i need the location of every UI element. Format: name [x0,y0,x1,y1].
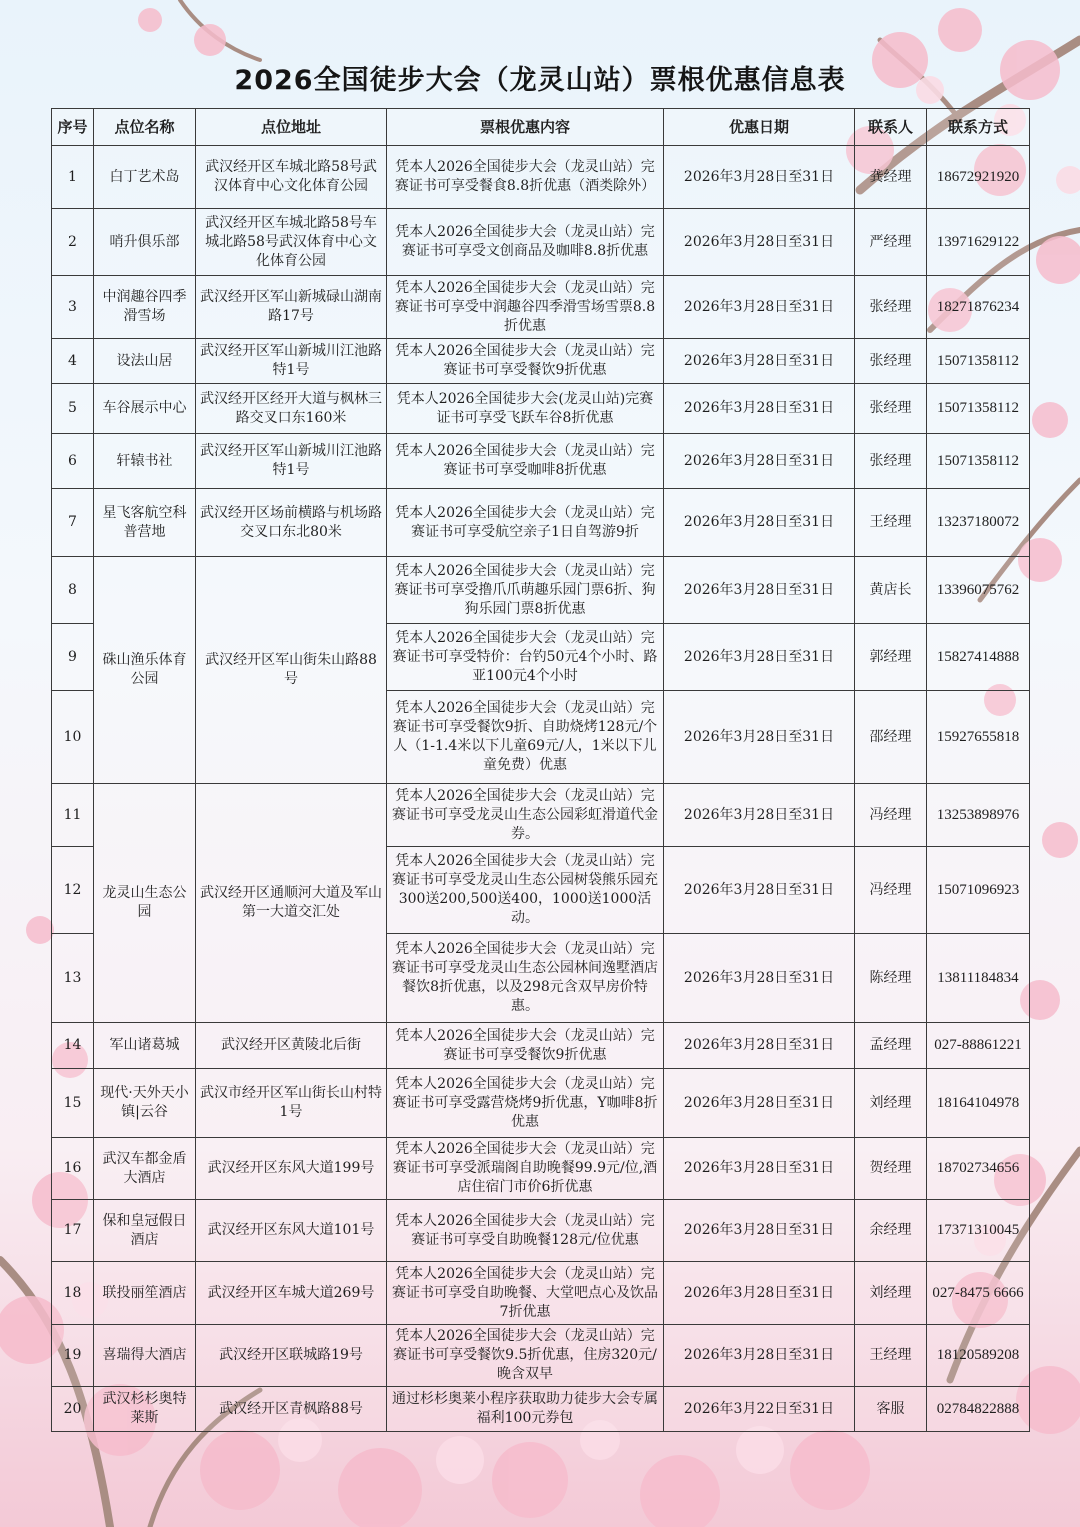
row-contact: 孟经理 [855,1023,927,1069]
row-address: 武汉经开区黄陵北后街 [196,1023,387,1069]
row-date: 2026年3月28日至31日 [664,1325,855,1387]
row-name: 星飞客航空科普营地 [94,489,196,557]
header-phone: 联系方式 [927,109,1030,146]
table-row [52,339,1030,384]
row-phone: 13396075762 [927,557,1030,624]
table-header-row [52,109,1030,146]
row-contact: 黄店长 [855,557,927,624]
header-contact: 联系人 [855,109,927,146]
row-name: 联投丽笙酒店 [94,1262,196,1325]
row-content: 凭本人2026全国徒步大会（龙灵山站）完赛证书可享受撸爪爪萌趣乐园门票6折、狗狗乐园门票8折优惠 [387,557,664,624]
row-contact: 王经理 [855,489,927,557]
table-row [52,1325,1030,1387]
row-content: 凭本人2026全国徒步大会（龙灵山站）完赛证书可享受露营烧烤9折优惠，Y咖啡8折优惠 [387,1069,664,1138]
row-date: 2026年3月22日至31日 [664,1387,855,1432]
row-date: 2026年3月28日至31日 [664,1262,855,1325]
row-date: 2026年3月28日至31日 [664,1069,855,1138]
row-content: 凭本人2026全国徒步大会（龙灵山站）完赛证书可享受餐食8.8折优惠（酒类除外） [387,146,664,209]
row-date: 2026年3月28日至31日 [664,489,855,557]
row-content: 凭本人2026全国徒步大会（龙灵山站）完赛证书可享受餐饮9折优惠 [387,1023,664,1069]
table-row [52,1387,1030,1432]
row-phone: 027-88861221 [927,1023,1030,1069]
row-content: 凭本人2026全国徒步大会（龙灵山站）完赛证书可享受餐饮9折、自助烧烤128元/个人（1-1.4米以下儿童69元/人，1米以下儿童免费）优惠 [387,691,664,784]
table-row [52,489,1030,557]
row-no: 17 [52,1200,94,1262]
header-address: 点位地址 [196,109,387,146]
table-row [52,276,1030,339]
row-content: 凭本人2026全国徒步大会（龙灵山站）完赛证书可享受派瑞阁自助晚餐99.9元/位,酒店住宿门市价6折优惠 [387,1138,664,1200]
table-row [52,1069,1030,1138]
row-content: 凭本人2026全国徒步大会（龙灵山站）完赛证书可享受自助晚餐128元/位优惠 [387,1200,664,1262]
row-date: 2026年3月28日至31日 [664,209,855,276]
row-date: 2026年3月28日至31日 [664,624,855,691]
row-phone: 13811184834 [927,934,1030,1023]
table-row [52,1262,1030,1325]
row-content: 凭本人2026全国徒步大会（龙灵山站）完赛证书可享受自助晚餐、大堂吧点心及饮品7折优惠 [387,1262,664,1325]
row-address: 武汉经开区东风大道199号 [196,1138,387,1200]
row-phone: 13237180072 [927,489,1030,557]
row-date: 2026年3月28日至31日 [664,784,855,847]
row-name: 设法山居 [94,339,196,384]
row-address: 武汉经开区车城北路58号武汉体育中心文化体育公园 [196,146,387,209]
row-no: 9 [52,624,94,691]
row-phone: 15827414888 [927,624,1030,691]
table-row [52,1200,1030,1262]
row-contact: 客服 [855,1387,927,1432]
row-name: 现代·天外天小镇|云谷 [94,1069,196,1138]
row-contact: 贺经理 [855,1138,927,1200]
row-name: 军山诸葛城 [94,1023,196,1069]
row-contact: 张经理 [855,384,927,434]
header-content: 票根优惠内容 [387,109,664,146]
row-no: 12 [52,847,94,934]
row-date: 2026年3月28日至31日 [664,146,855,209]
row-name: 武汉车都金盾大酒店 [94,1138,196,1200]
row-no: 20 [52,1387,94,1432]
row-no: 1 [52,146,94,209]
row-contact: 张经理 [855,339,927,384]
row-no: 5 [52,384,94,434]
row-address: 武汉经开区军山新城川江池路特1号 [196,434,387,489]
row-no: 6 [52,434,94,489]
row-address: 武汉经开区车城北路58号车城北路58号武汉体育中心文化体育公园 [196,209,387,276]
row-content: 凭本人2026全国徒步大会（龙灵山站）完赛证书可享受龙灵山生态公园彩虹滑道代金券。 [387,784,664,847]
row-address: 武汉经开区经开大道与枫林三路交叉口东160米 [196,384,387,434]
row-no: 15 [52,1069,94,1138]
row-content: 凭本人2026全国徒步大会（龙灵山站）完赛证书可享受餐饮9.5折优惠，住房320元/晚含双早 [387,1325,664,1387]
row-name: 车谷展示中心 [94,384,196,434]
row-phone: 13971629122 [927,209,1030,276]
table-row [52,1023,1030,1069]
row-contact: 冯经理 [855,784,927,847]
row-address: 武汉经开区东风大道101号 [196,1200,387,1262]
table-row [52,434,1030,489]
table-row [52,557,1030,624]
row-address: 武汉经开区通顺河大道及军山第一大道交汇处 [196,784,387,1023]
row-contact: 张经理 [855,276,927,339]
row-phone: 18271876234 [927,276,1030,339]
row-phone: 15071358112 [927,339,1030,384]
row-date: 2026年3月28日至31日 [664,1023,855,1069]
discount-table [51,108,1030,1432]
row-date: 2026年3月28日至31日 [664,847,855,934]
table-row [52,384,1030,434]
row-content: 凭本人2026全国徒步大会(龙灵山站)完赛证书可享受飞跃车谷8折优惠 [387,384,664,434]
row-address: 武汉经开区青枫路88号 [196,1387,387,1432]
row-date: 2026年3月28日至31日 [664,557,855,624]
row-phone: 18120589208 [927,1325,1030,1387]
header-name: 点位名称 [94,109,196,146]
row-name: 轩辕书社 [94,434,196,489]
row-date: 2026年3月28日至31日 [664,691,855,784]
row-no: 2 [52,209,94,276]
row-phone: 15071358112 [927,384,1030,434]
row-phone: 18164104978 [927,1069,1030,1138]
row-phone: 18702734656 [927,1138,1030,1200]
row-content: 凭本人2026全国徒步大会（龙灵山站）完赛证书可享受餐饮9折优惠 [387,339,664,384]
row-address: 武汉经开区联城路19号 [196,1325,387,1387]
row-content: 凭本人2026全国徒步大会（龙灵山站）完赛证书可享受航空亲子1日自驾游9折 [387,489,664,557]
row-name: 保和皇冠假日酒店 [94,1200,196,1262]
row-no: 8 [52,557,94,624]
row-contact: 冯经理 [855,847,927,934]
row-contact: 邵经理 [855,691,927,784]
row-address: 武汉经开区军山新城川江池路特1号 [196,339,387,384]
table-row [52,1138,1030,1200]
row-phone: 027-8475 6666 [927,1262,1030,1325]
row-contact: 余经理 [855,1200,927,1262]
row-address: 武汉经开区场前横路与机场路交叉口东北80米 [196,489,387,557]
row-address: 武汉经开区军山街朱山路88号 [196,557,387,784]
row-name: 白丁艺术岛 [94,146,196,209]
row-contact: 陈经理 [855,934,927,1023]
row-date: 2026年3月28日至31日 [664,384,855,434]
row-phone: 15071358112 [927,434,1030,489]
row-name: 武汉杉杉奥特莱斯 [94,1387,196,1432]
row-date: 2026年3月28日至31日 [664,1138,855,1200]
row-date: 2026年3月28日至31日 [664,276,855,339]
row-name: 中润趣谷四季滑雪场 [94,276,196,339]
row-no: 14 [52,1023,94,1069]
table-row [52,209,1030,276]
row-content: 凭本人2026全国徒步大会（龙灵山站）完赛证书可享受龙灵山生态公园树袋熊乐园充300送200,500送400，1000送1000活动。 [387,847,664,934]
row-no: 18 [52,1262,94,1325]
row-name: 喜瑞得大酒店 [94,1325,196,1387]
row-content: 凭本人2026全国徒步大会（龙灵山站）完赛证书可享受文创商品及咖啡8.8折优惠 [387,209,664,276]
row-content: 凭本人2026全国徒步大会（龙灵山站）完赛证书可享受咖啡8折优惠 [387,434,664,489]
row-phone: 15927655818 [927,691,1030,784]
row-no: 13 [52,934,94,1023]
row-address: 武汉市经开区军山街长山村特1号 [196,1069,387,1138]
row-phone: 17371310045 [927,1200,1030,1262]
row-name: 硃山渔乐体育公园 [94,557,196,784]
row-address: 武汉经开区车城大道269号 [196,1262,387,1325]
row-name: 哨升俱乐部 [94,209,196,276]
header-no: 序号 [52,109,94,146]
table-row [52,784,1030,847]
row-contact: 刘经理 [855,1262,927,1325]
row-contact: 张经理 [855,434,927,489]
row-contact: 龚经理 [855,146,927,209]
row-contact: 王经理 [855,1325,927,1387]
row-no: 10 [52,691,94,784]
row-no: 7 [52,489,94,557]
row-date: 2026年3月28日至31日 [664,1200,855,1262]
row-content: 凭本人2026全国徒步大会（龙灵山站）完赛证书可享受特价：台钓50元4个小时、路亚100元4个小时 [387,624,664,691]
row-no: 4 [52,339,94,384]
row-contact: 严经理 [855,209,927,276]
header-date: 优惠日期 [664,109,855,146]
row-phone: 18672921920 [927,146,1030,209]
row-address: 武汉经开区军山新城碌山湖南路17号 [196,276,387,339]
row-phone: 02784822888 [927,1387,1030,1432]
row-no: 16 [52,1138,94,1200]
row-date: 2026年3月28日至31日 [664,339,855,384]
table-row [52,146,1030,209]
row-content: 通过杉杉奥莱小程序获取助力徒步大会专属福利100元券包 [387,1387,664,1432]
row-contact: 郭经理 [855,624,927,691]
row-no: 3 [52,276,94,339]
row-no: 19 [52,1325,94,1387]
row-date: 2026年3月28日至31日 [664,934,855,1023]
page-title: 2026全国徒步大会（龙灵山站）票根优惠信息表 [234,65,846,96]
row-content: 凭本人2026全国徒步大会（龙灵山站）完赛证书可享受龙灵山生态公园林间逸墅酒店餐饮8折优惠，以及298元含双早房价特惠。 [387,934,664,1023]
row-content: 凭本人2026全国徒步大会（龙灵山站）完赛证书可享受中润趣谷四季滑雪场雪票8.8折优惠 [387,276,664,339]
row-contact: 刘经理 [855,1069,927,1138]
row-name: 龙灵山生态公园 [94,784,196,1023]
row-phone: 15071096923 [927,847,1030,934]
row-date: 2026年3月28日至31日 [664,434,855,489]
row-phone: 13253898976 [927,784,1030,847]
row-no: 11 [52,784,94,847]
